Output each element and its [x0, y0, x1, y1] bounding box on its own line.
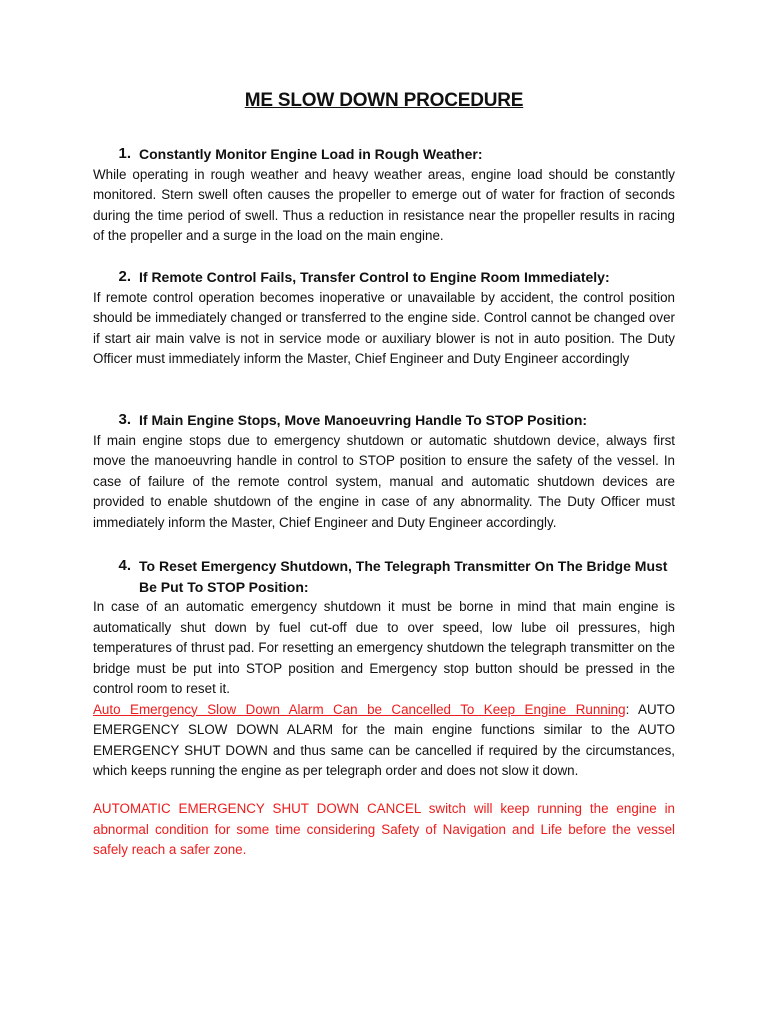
section-heading	[93, 144, 675, 165]
document-title: ME SLOW DOWN PROCEDURE	[244, 90, 524, 111]
section-4	[93, 556, 675, 782]
cancel-note-heading: Auto Emergency Slow Down Alarm Can be Cancelled To Keep Engine Running	[93, 701, 626, 717]
section-heading-text: If Remote Control Fails, Transfer Control to Engine Room Immediately:	[139, 269, 610, 285]
section-number: 2.	[118, 268, 131, 285]
section-body: If remote control operation becomes inoperative or unavailable by accident, the control position should be immediately changed or transferred to the engine side. Control cannot be changed over if start air main valve is not in service mode or auxiliary blower is not in auto position. The Duty Officer must immediately inform the Master, Chief Engineer and Duty Engineer accordingly	[93, 289, 675, 366]
section-number: 1.	[118, 145, 131, 162]
section-3	[93, 410, 675, 533]
cancel-note-body: AUTO EMERGENCY SLOW DOWN ALARM for the main engine functions similar to the AUTO EMERGENCY SHUT DOWN and thus same can be cancelled if required by the circumstances, which keeps running the engine as per telegraph order and does not slow it down.	[93, 701, 675, 778]
section-heading-text: If Main Engine Stops, Move Manoeuvring Handle To STOP Position:	[139, 412, 588, 428]
section-heading-text: Constantly Monitor Engine Load in Rough Weather:	[139, 146, 483, 162]
section-heading	[93, 556, 675, 597]
section-number: 4.	[118, 557, 131, 574]
section-heading	[93, 267, 675, 288]
section-body: In case of an automatic emergency shutdown it must be borne in mind that main engine is automatically shut down by fuel cut-off due to over speed, low lube oil pressures, high temperatures of thrust pad. For resetting an emergency shutdown the telegraph transmitter on the bridge must be put into STOP position and Emergency stop button should be pressed in the control room to reset it.	[93, 599, 675, 696]
section-heading-text: To Reset Emergency Shutdown, The Telegraph Transmitter On The Bridge Must Be Put To STOP Position:	[139, 558, 668, 595]
cancel-note	[93, 700, 675, 782]
section-1	[93, 144, 675, 247]
section-2	[93, 267, 675, 370]
section-heading	[93, 410, 675, 431]
warning-text: AUTOMATIC EMERGENCY SHUT DOWN CANCEL switch will keep running the engine in abnormal condition for some time considering Safety of Navigation and Life before the vessel safely reach a safer zone.	[93, 801, 675, 857]
warning-block	[93, 799, 675, 861]
section-body: If main engine stops due to emergency shutdown or automatic shutdown device, always first move the manoeuvring handle in control to STOP position to ensure the safety of the vessel. In case of failure of the remote control system, manual and automatic shutdown devices are provided to enable shutdown of the engine in case of any abnormality. The Duty Officer must immediately inform the Master, Chief Engineer and Duty Engineer accordingly.	[93, 432, 675, 530]
section-number: 3.	[118, 411, 131, 428]
cancel-note-separator: :	[625, 701, 630, 717]
section-body: While operating in rough weather and heavy weather areas, engine load should be constantly monitored. Stern swell often causes the propeller to emerge out of water for fraction of seconds during the time period of swell. Thus a reduction in resistance near the propeller results in racing of the propeller and a surge in the load on the main engine.	[93, 166, 675, 243]
